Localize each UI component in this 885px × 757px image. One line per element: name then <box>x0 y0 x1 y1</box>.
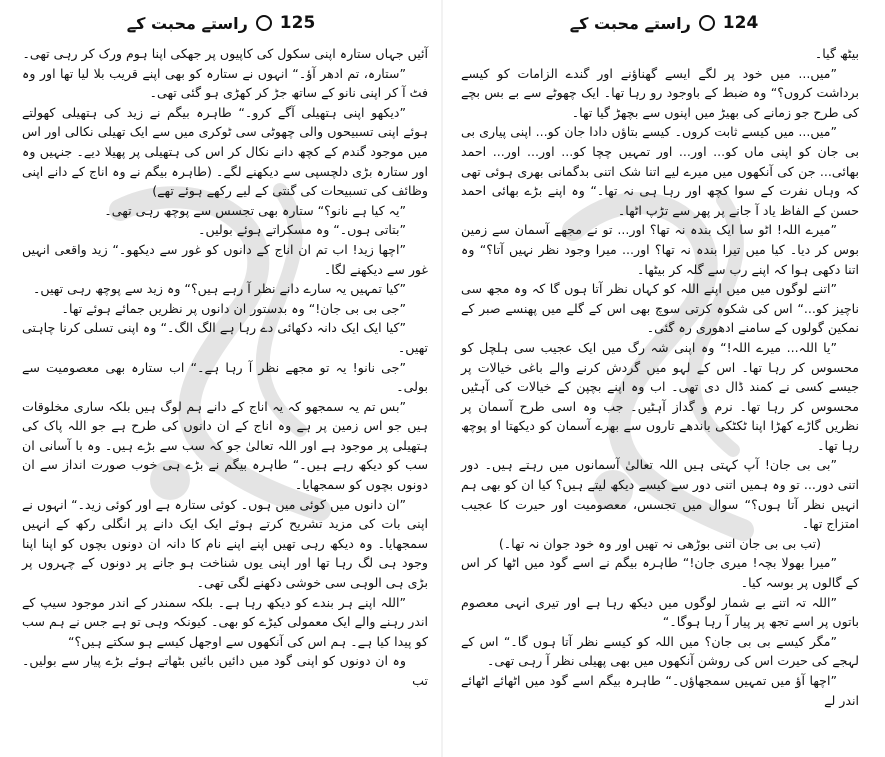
right-page <box>443 0 885 757</box>
paragraph: ”میں... میں خود پر لگے ایسے گھناؤنے اور گندے الزامات کو کیسے برداشت کروں؟“ وہ ضبط کے باوجود رو رہا تھا۔ ایک چھوٹے سے بے بس بچے کی طرح جو زمانے کی بھیڑ میں اپنوں سے بچھڑ گیا تھا۔ <box>461 65 859 120</box>
paragraph: ”یا اللہ... میرے اللہ!“ وہ اپنی شہ رگ میں ایک عجیب سی ہلچل کو محسوس کر رہا تھا۔ اس کے لہو میں گردش کرنے والے باغی خیالات پر جیسے کسی نے کمند ڈال دی تھی۔ اب وہ اپنے بچپن کے خیالات کی آہٹیں محسوس کر رہا تھا۔ نرم و گداز آہٹیں۔ جب وہ اسی طرح آسمان پر نظریں گاڑے کھڑا اپنا ٹکٹکی باندھے تاروں سے بھرے آسمان کو دیکھتا او پوچھ رہا تھا۔ <box>461 339 859 453</box>
paragraph: ”جی نانو! یہ تو مجھے نظر آ رہا ہے۔“ اب ستارہ بھی معصومیت سے بولی۔ <box>22 359 428 395</box>
paragraph: ”میرے اللہ! اٹو سا ایک بندہ نہ تھا؟ اور... تو نے مجھے آسمان سے زمین بوس کر دیا۔ کیا میں تیرا بندہ نہ تھا؟ اور... میرا وجود نظر نہیں آتا؟“ وہ اتنا دکھی ہوا کہ اپنے رب سے گلہ کر بیٹھا۔ <box>461 222 859 277</box>
paragraph: ”کیا تمہیں یہ سارے دانے نظر آ رہے ہیں؟“ وہ زید سے پوچھ رہی تھیں۔ <box>33 281 406 297</box>
paragraph: ”بتاتی ہوں۔“ وہ مسکراتے ہوئے بولیں۔ <box>198 222 406 238</box>
paragraph: ”اللہ اپنے ہر بندے کو دیکھ رہا ہے۔ بلکہ سمندر کے اندر موجود سیپ کے اندر رہنے والے ایک معمولی کیڑے کو بھی۔ کیونکہ وہی تو ہے جس نے ہم سب کو پیدا کیا ہے۔ ہم اس کی آنکھوں سے اوجھل کیسے ہو سکتے ہیں؟“ <box>22 594 428 649</box>
paragraph: ”بی بی جان! آپ کہتی ہیں اللہ تعالیٰ آسمانوں میں رہتے ہیں۔ دور اتنی دور... تو وہ ہمیں اتنی دور سے کیسے دیکھ لیتے ہیں؟ کیا ان کو بھی ہم انہیں نظر آتا ہوں؟“ سوال میں تجسس، معصومیت اور حیرت کا عجیب امتزاج تھا۔ <box>461 457 859 532</box>
paragraph: ”ان دانوں میں کوئی میں ہوں۔ کوئی ستارہ ہے اور کوئی زید۔“ انہوں نے اپنی بات کی مزید تشریح کرتے ہوئے ایک ایک دانے پر انگلی رکھ کے انہیں سمجھایا۔ وہ دیکھ رہی تھیں اپنے اپنے نام کا دانہ ان دونوں بچوں کو اپنا اپنا وجود ہی لگ رہا تھا اور اپنی یوں شناخت ہو جانے پر دونوں کے چہروں پر بڑی ہی الوہی سی خوشی دکھنے لگی تھی۔ <box>22 496 428 591</box>
paragraph: ”کیا ایک ایک دانہ دکھائی دے رہا ہے الگ الگ۔“ وہ اپنی تسلی کرنا چاہتی تھیں۔ <box>22 320 428 355</box>
paragraph: ”مگر کیسے بی بی جان؟ میں اللہ کو کیسے نظر آتا ہوں گا۔“ اس کے لہجے کی حیرت اس کی روشن آنکھوں میں بھی پھیلی نظر آ رہی تھی۔ <box>461 633 859 669</box>
paragraph: ”اللہ تہ اتنے بے شمار لوگوں میں دیکھ رہا ہے اور تیری انہی معصوم باتوں پر اسے تجھ پر پیار آ رہا ہوگا۔“ <box>461 594 859 630</box>
paragraph: ”بس تم یہ سمجھو کہ یہ اناج کے دانے ہم لوگ ہیں بلکہ ساری مخلوقات ہیں جو اس زمین پر ہے وہ اناج کے ان دانوں کی طرح ہے جو اللہ پاک کی ہتھیلی پر موجود ہے اور اللہ تعالیٰ جو کہ سب سے بڑے ہیں۔ وہ با آسانی ان سب کو دیکھ رہے ہیں۔“ طاہرہ بیگم نے بڑے ہی خوب صورت انداز سے ان دونوں بچوں کو سمجھایا۔ <box>22 398 428 493</box>
page-number: 124 <box>722 13 759 33</box>
page-text <box>461 44 859 710</box>
running-title: راستے محبت کے <box>126 13 248 33</box>
page-text <box>22 44 428 691</box>
circle-ornament-icon <box>256 15 272 31</box>
paragraph: ”جی بی بی جان!“ وہ بدستور ان دانوں پر نظریں جمائے ہوئے تھا۔ <box>61 300 406 316</box>
page-number: 125 <box>279 13 316 33</box>
paragraph: ”اچھا زید! اب تم ان اناج کے دانوں کو غور سے دیکھو۔“ زید واقعی انہیں غور سے دیکھنے لگا۔ <box>22 241 428 277</box>
paragraph: ”ستارہ، تم ادھر آؤ۔“ انہوں نے ستارہ کو بھی اپنے قریب بلا لیا تھا اور وہ فٹ آ کر اپنی نانو کے ساتھ جڑ کر کھڑی ہو گئی تھی۔ <box>22 65 428 101</box>
paragraph: ”اتنے لوگوں میں میں اپنے اللہ کو کہاں نظر آتا ہوں گا کہ وہ مجھ سی ناچیز کو...“ اس کی شکوہ کرتی سوچ بھی اس کے گلے میں پھنسے صبر کے نمکین گولوں کے سامنے ادھوری رہ گئی۔ <box>461 281 859 336</box>
page-header <box>0 10 442 36</box>
paragraph: ”میں... میں کیسے ثابت کروں۔ کیسے بتاؤں دادا جان کو... اپنی پیاری بی بی جان کو اپنی ماں کو... اور... اور تمہیں چچا کو... اور... اور... احمد بھائی... جن کی آنکھوں میں میرے لیے اتنا شک اتنی بدگمانی بھری ہوئی تھی کہ وہاں نفرت کے سوا کچھ اور رہا ہی نہ تھا۔“ وہ اپنے بڑے بھائی احمد حسن کے الفاظ یاد آ جانے پر پھر سے تڑپ اٹھا۔ <box>461 124 859 218</box>
running-title: راستے محبت کے <box>569 13 691 33</box>
page-header <box>443 10 885 36</box>
circle-ornament-icon <box>699 15 715 31</box>
paragraph: بیٹھ گیا۔ <box>814 46 859 61</box>
paragraph: ”دیکھو اپنی ہتھیلی آگے کرو۔“ طاہرہ بیگم نے زید کی ہتھیلی کھولتے ہوئے اپنی تسبیحوں والی چھوٹی سی ٹوکری میں سے ایک تھیلی نکالی اور اس میں موجود گندم کے کچھ دانے نکال کر اس کی ہتھیلی پر پھیلا دیے۔ جنہیں وہ اور ستارہ بڑی دلچسپی سے دیکھنے لگے۔ (طاہرہ بیگم نے وہ اناج کے دانے اپنی وظائف کی تسبیحات کی گنتی کے لیے رکھے ہوئے تھے) <box>22 104 428 199</box>
paragraph: ”میرا بھولا بچہ! میری جان!“ طاہرہ بیگم نے اسے گود میں اٹھا کر اس کے گالوں پر بوسہ کیا۔ <box>461 555 859 591</box>
left-page <box>0 0 442 757</box>
paragraph: ”اچھا آؤ میں تمہیں سمجھاؤں۔“ طاہرہ بیگم اسے گود میں اٹھائے اٹھائے اندر لے <box>461 673 859 708</box>
paragraph: ”یہ کیا ہے نانو؟“ ستارہ بھی تجسس سے پوچھ رہی تھی۔ <box>104 202 406 218</box>
paragraph: وہ ان دونوں کو اپنی گود میں دائیں بائیں بٹھاتے ہوئے بڑے پیار سے بولیں۔ تب <box>22 653 428 688</box>
paragraph: آئیں جہاں ستارہ اپنی سکول کی کاپیوں پر جھکی اپنا ہوم ورک کر رہی تھی۔ <box>22 46 428 61</box>
paragraph: (تب بی بی جان اتنی بوڑھی نہ تھیں اور وہ خود جوان نہ تھا۔) <box>498 535 822 551</box>
